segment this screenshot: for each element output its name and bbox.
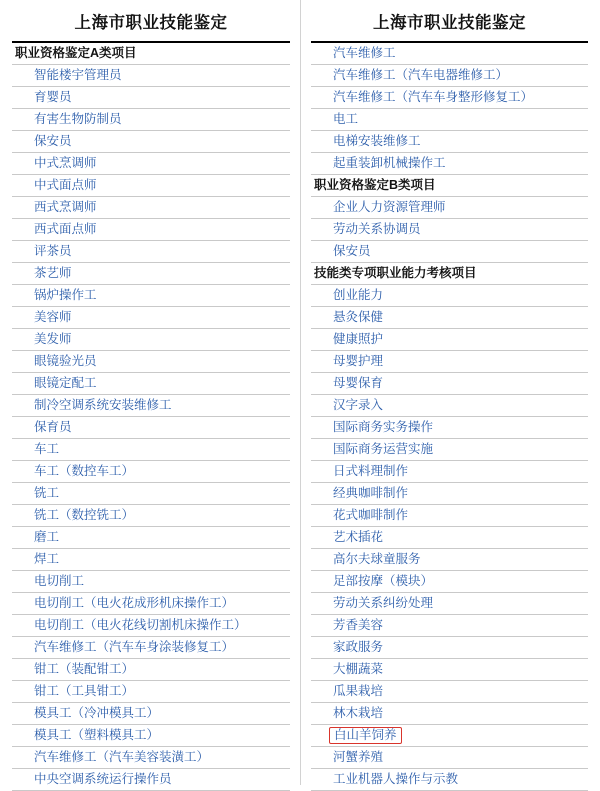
column-right-list	[311, 43, 588, 791]
item-label: 电切削工	[34, 574, 85, 589]
item-label: 焊工	[34, 552, 60, 567]
column-left-title: 上海市职业技能鉴定	[12, 0, 290, 43]
list-item[interactable]	[12, 461, 290, 483]
item-label: 保育员	[34, 420, 72, 435]
item-label: 茶艺师	[34, 266, 72, 281]
item-label: 母婴护理	[333, 354, 384, 369]
list-item[interactable]	[311, 65, 588, 87]
item-label: 电梯安装维修工	[333, 134, 421, 149]
item-label: 起重装卸机械操作工	[333, 156, 446, 171]
list-item[interactable]	[12, 637, 290, 659]
list-item[interactable]	[311, 505, 588, 527]
list-item[interactable]	[311, 395, 588, 417]
item-label: 健康照护	[333, 332, 384, 347]
item-label: 林木栽培	[333, 706, 384, 721]
list-item[interactable]	[12, 725, 290, 747]
item-label: 河蟹养殖	[333, 750, 384, 765]
item-label: 保安员	[333, 244, 371, 259]
list-item[interactable]	[311, 329, 588, 351]
item-label: 高尔夫球童服务	[333, 552, 421, 567]
list-item[interactable]	[311, 109, 588, 131]
list-item[interactable]	[311, 615, 588, 637]
item-label: 美发师	[34, 332, 72, 347]
list-item[interactable]	[12, 109, 290, 131]
item-label: 锅炉操作工	[34, 288, 97, 303]
list-item[interactable]	[311, 659, 588, 681]
list-item[interactable]	[12, 659, 290, 681]
list-item[interactable]	[311, 571, 588, 593]
item-label: 保安员	[34, 134, 72, 149]
item-label: 花式咖啡制作	[333, 508, 409, 523]
list-item[interactable]	[311, 43, 588, 65]
group-label: 职业资格鉴定A类项目	[15, 46, 137, 61]
item-label: 模具工（冷冲模具工）	[34, 706, 160, 721]
list-item[interactable]	[12, 571, 290, 593]
column-left-list	[12, 43, 290, 791]
column-right-title: 上海市职业技能鉴定	[311, 0, 588, 43]
item-label: 日式料理制作	[333, 464, 409, 479]
list-item[interactable]	[311, 373, 588, 395]
item-label: 悬灸保健	[333, 310, 384, 325]
item-label: 瓜果栽培	[333, 684, 384, 699]
list-item[interactable]	[12, 197, 290, 219]
list-group-header	[311, 263, 588, 285]
list-item[interactable]	[311, 153, 588, 175]
list-item[interactable]	[12, 505, 290, 527]
item-label: 创业能力	[333, 288, 384, 303]
list-item[interactable]	[311, 703, 588, 725]
list-item[interactable]	[12, 395, 290, 417]
list-item[interactable]	[12, 65, 290, 87]
list-item[interactable]	[12, 373, 290, 395]
item-label: 劳动关系协调员	[333, 222, 421, 237]
list-item[interactable]	[12, 263, 290, 285]
list-group-header	[311, 175, 588, 197]
list-item[interactable]	[12, 175, 290, 197]
item-label: 钳工（工具钳工）	[34, 684, 135, 699]
item-label: 模具工（塑料模具工）	[34, 728, 160, 743]
item-label: 足部按摩（模块）	[333, 574, 434, 589]
item-label: 芳香美容	[333, 618, 384, 633]
item-label: 大棚蔬菜	[333, 662, 384, 677]
list-group-header	[12, 43, 290, 65]
list-item[interactable]	[311, 549, 588, 571]
item-label: 美容师	[34, 310, 72, 325]
list-item[interactable]	[311, 681, 588, 703]
column-right	[300, 0, 600, 785]
list-item[interactable]	[12, 307, 290, 329]
list-item[interactable]	[12, 219, 290, 241]
list-item[interactable]	[311, 197, 588, 219]
list-item[interactable]	[311, 483, 588, 505]
item-label: 眼镜验光员	[34, 354, 97, 369]
item-label: 白山羊饲养	[329, 727, 402, 745]
item-label: 车工（数控车工）	[34, 464, 135, 479]
item-label: 钳工（装配钳工）	[34, 662, 135, 677]
item-label: 中式面点师	[34, 178, 97, 193]
column-left	[0, 0, 300, 785]
list-item[interactable]	[12, 549, 290, 571]
list-item[interactable]	[12, 593, 290, 615]
item-label: 眼镜定配工	[34, 376, 97, 391]
list-item[interactable]	[12, 417, 290, 439]
list-item[interactable]	[311, 241, 588, 263]
item-label: 汽车维修工（汽车车身整形修复工）	[333, 90, 534, 105]
item-label: 劳动关系纠纷处理	[333, 596, 434, 611]
list-item[interactable]	[12, 153, 290, 175]
list-item[interactable]	[311, 527, 588, 549]
item-label: 评茶员	[34, 244, 72, 259]
item-label: 智能楼宇管理员	[34, 68, 122, 83]
item-label: 电工	[333, 112, 359, 127]
item-label: 电切削工（电火花成形机床操作工）	[34, 596, 235, 611]
list-item[interactable]	[12, 87, 290, 109]
item-label: 汽车维修工（汽车电器维修工）	[333, 68, 509, 83]
item-label: 制冷空调系统安装维修工	[34, 398, 172, 413]
list-item[interactable]	[12, 747, 290, 769]
item-label: 汽车维修工（汽车车身涂装修复工）	[34, 640, 235, 655]
list-item[interactable]	[12, 351, 290, 373]
item-label: 铣工（数控铣工）	[34, 508, 135, 523]
item-label: 铣工	[34, 486, 60, 501]
list-item[interactable]	[311, 439, 588, 461]
item-label: 国际商务实务操作	[333, 420, 434, 435]
item-label: 汉字录入	[333, 398, 384, 413]
list-item[interactable]	[12, 769, 290, 791]
item-label: 育婴员	[34, 90, 72, 105]
item-label: 西式烹调师	[34, 200, 97, 215]
group-label: 职业资格鉴定B类项目	[314, 178, 436, 193]
item-label: 磨工	[34, 530, 60, 545]
list-item[interactable]	[311, 747, 588, 769]
item-label: 母婴保育	[333, 376, 384, 391]
list-item[interactable]	[12, 703, 290, 725]
item-label: 国际商务运营实施	[333, 442, 434, 457]
list-item[interactable]	[311, 285, 588, 307]
item-label: 车工	[34, 442, 60, 457]
item-label: 经典咖啡制作	[333, 486, 409, 501]
list-item[interactable]	[311, 87, 588, 109]
item-label: 艺术插花	[333, 530, 384, 545]
list-item[interactable]	[12, 483, 290, 505]
list-item[interactable]	[12, 131, 290, 153]
list-item[interactable]	[311, 461, 588, 483]
list-item[interactable]	[311, 725, 588, 747]
item-label: 西式面点师	[34, 222, 97, 237]
list-item[interactable]	[12, 527, 290, 549]
list-item[interactable]	[311, 593, 588, 615]
list-item[interactable]	[311, 351, 588, 373]
list-item[interactable]	[311, 417, 588, 439]
list-item[interactable]	[311, 131, 588, 153]
item-label: 中式烹调师	[34, 156, 97, 171]
list-item[interactable]	[311, 307, 588, 329]
item-label: 汽车维修工	[333, 46, 396, 61]
list-item[interactable]	[12, 241, 290, 263]
list-item[interactable]	[12, 285, 290, 307]
list-item[interactable]	[311, 769, 588, 791]
list-item[interactable]	[311, 219, 588, 241]
list-item[interactable]	[12, 681, 290, 703]
group-label: 技能类专项职业能力考核项目	[314, 266, 477, 281]
list-item[interactable]	[12, 439, 290, 461]
item-label: 电切削工（电火花线切割机床操作工）	[34, 618, 247, 633]
item-label: 汽车维修工（汽车美容装潢工）	[34, 750, 210, 765]
item-label: 中央空调系统运行操作员	[34, 772, 172, 787]
list-item[interactable]	[12, 615, 290, 637]
list-item[interactable]	[311, 637, 588, 659]
item-label: 工业机器人操作与示教	[333, 772, 459, 787]
item-label: 企业人力资源管理师	[333, 200, 446, 215]
list-item[interactable]	[12, 329, 290, 351]
item-label: 家政服务	[333, 640, 384, 655]
item-label: 有害生物防制员	[34, 112, 122, 127]
